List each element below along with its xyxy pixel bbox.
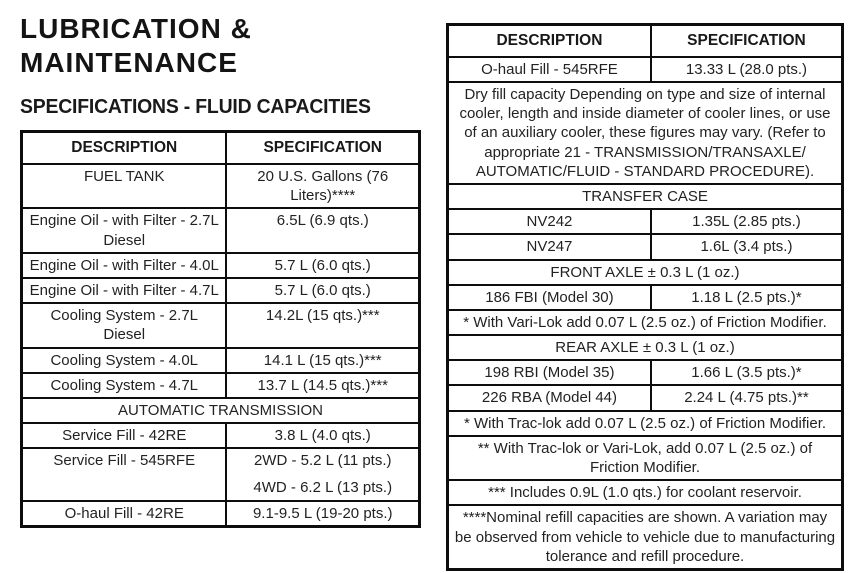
page-title (20, 12, 421, 79)
description-cell: 226 RBA (Model 44) (448, 385, 651, 410)
note-row-dry-fill (448, 82, 843, 184)
column-header-description: DESCRIPTION (448, 25, 651, 57)
table-row-226-rba (448, 385, 843, 410)
description-cell: Cooling System - 2.7L Diesel (22, 303, 227, 347)
table-row-engine-oil-27l (22, 208, 420, 252)
note-row-coolant-reservoir (448, 480, 843, 505)
page-subtitle: SPECIFICATIONS - FLUID CAPACITIES (20, 96, 371, 119)
left-column (20, 12, 421, 528)
column-header-specification: SPECIFICATION (226, 132, 419, 164)
spec-line-2wd: 2WD - 5.2 L (11 pts.) (253, 452, 392, 470)
description-cell: 198 RBI (Model 35) (448, 360, 651, 385)
table-row-198-rbi (448, 360, 843, 385)
section-header-cell: TRANSFER CASE (448, 184, 843, 209)
page-title-line-2: MAINTENANCE (20, 46, 238, 78)
footnote-cell: *** Includes 0.9L (1.0 qts.) for coolant reservoir. (448, 480, 843, 505)
section-row-automatic-transmission (22, 398, 420, 423)
description-cell: Cooling System - 4.0L (22, 348, 227, 373)
table-header-row (22, 132, 420, 164)
specification-cell: 1.66 L (3.5 pts.)* (651, 360, 843, 385)
note-row-nominal-refill (448, 505, 843, 569)
note-cell: Dry fill capacity Depending on type and size of internal cooler, length and inside diameter of cooler lines, or use of an auxiliary cooler, these figures may vary. (Refer to appropriate 21 - TRANSMISSION/TRANSAXLE/ AUTOMATIC/FLUID - STANDARD PROCEDURE). (448, 82, 843, 184)
table-header-row (448, 25, 843, 57)
specification-cell: 13.7 L (14.5 qts.)*** (226, 373, 419, 398)
description-cell: O-haul Fill - 42RE (22, 501, 227, 527)
table-row-ohaul-fill-42re (22, 501, 420, 527)
specification-cell: 5.7 L (6.0 qts.) (226, 253, 419, 278)
table-row-cooling-40l (22, 348, 420, 373)
table-row-engine-oil-47l (22, 278, 420, 303)
footnote-cell: * With Vari-Lok add 0.07 L (2.5 oz.) of Friction Modifier. (448, 310, 843, 335)
specification-cell: 14.1 L (15 qts.)*** (226, 348, 419, 373)
note-row-trac-lok (448, 411, 843, 436)
description-cell: Engine Oil - with Filter - 4.7L (22, 278, 227, 303)
column-header-description: DESCRIPTION (22, 132, 227, 164)
page-title-line-1: LUBRICATION & (20, 13, 252, 44)
specification-cell: 14.2L (15 qts.)*** (226, 303, 419, 347)
description-cell: Service Fill - 42RE (22, 423, 227, 448)
table-row-cooling-47l (22, 373, 420, 398)
description-cell: O-haul Fill - 545RFE (448, 57, 651, 82)
description-cell: NV247 (448, 234, 651, 259)
footnote-cell: ** With Trac-lok or Vari-Lok, add 0.07 L (2.5 oz.) of Friction Modifier. (448, 436, 843, 480)
description-cell: Engine Oil - with Filter - 4.0L (22, 253, 227, 278)
table-row-service-fill-545rfe (22, 448, 420, 500)
description-cell: Service Fill - 545RFE (22, 448, 227, 500)
description-cell: Cooling System - 4.7L (22, 373, 227, 398)
table-row-nv247 (448, 234, 843, 259)
specification-cell: 20 U.S. Gallons (76 Liters)**** (226, 164, 419, 208)
section-row-transfer-case (448, 184, 843, 209)
table-row-engine-oil-40l (22, 253, 420, 278)
specification-cell: 13.33 L (28.0 pts.) (651, 57, 843, 82)
fluid-capacities-table-right (446, 23, 844, 571)
table-row-service-fill-42re (22, 423, 420, 448)
table-row-cooling-27l (22, 303, 420, 347)
description-cell: Engine Oil - with Filter - 2.7L Diesel (22, 208, 227, 252)
specification-cell: 2.24 L (4.75 pts.)** (651, 385, 843, 410)
column-header-specification: SPECIFICATION (651, 25, 843, 57)
section-header-cell: REAR AXLE ± 0.3 L (1 oz.) (448, 335, 843, 360)
section-header-cell: AUTOMATIC TRANSMISSION (22, 398, 420, 423)
specification-cell: 1.18 L (2.5 pts.)* (651, 285, 843, 310)
footnote-cell: ****Nominal refill capacities are shown. A variation may be observed from vehicle to vehicle due to manufacturing tolerance and refill procedure. (448, 505, 843, 569)
table-row-ohaul-fill-545rfe (448, 57, 843, 82)
right-column (446, 23, 844, 571)
table-row-fuel-tank (22, 164, 420, 208)
table-row-nv242 (448, 209, 843, 234)
section-header-cell: FRONT AXLE ± 0.3 L (1 oz.) (448, 260, 843, 285)
specification-cell: 3.8 L (4.0 qts.) (226, 423, 419, 448)
fluid-capacities-table-left (20, 130, 421, 528)
section-row-front-axle (448, 260, 843, 285)
section-row-rear-axle (448, 335, 843, 360)
note-row-vari-lok (448, 310, 843, 335)
table-row-186-fbi (448, 285, 843, 310)
specification-cell: 6.5L (6.9 qts.) (226, 208, 419, 252)
specification-cell: 9.1-9.5 L (19-20 pts.) (226, 501, 419, 527)
spec-line-4wd: 4WD - 6.2 L (13 pts.) (253, 479, 393, 497)
specification-cell: 1.6L (3.4 pts.) (651, 234, 843, 259)
note-row-trac-lok-vari-lok (448, 436, 843, 480)
footnote-cell: * With Trac-lok add 0.07 L (2.5 oz.) of Friction Modifier. (448, 411, 843, 436)
description-cell: FUEL TANK (22, 164, 227, 208)
specification-cell: 1.35L (2.85 pts.) (651, 209, 843, 234)
specification-cell: 5.7 L (6.0 qts.) (226, 278, 419, 303)
description-cell: 186 FBI (Model 30) (448, 285, 651, 310)
description-cell: NV242 (448, 209, 651, 234)
specification-cell (226, 448, 419, 500)
